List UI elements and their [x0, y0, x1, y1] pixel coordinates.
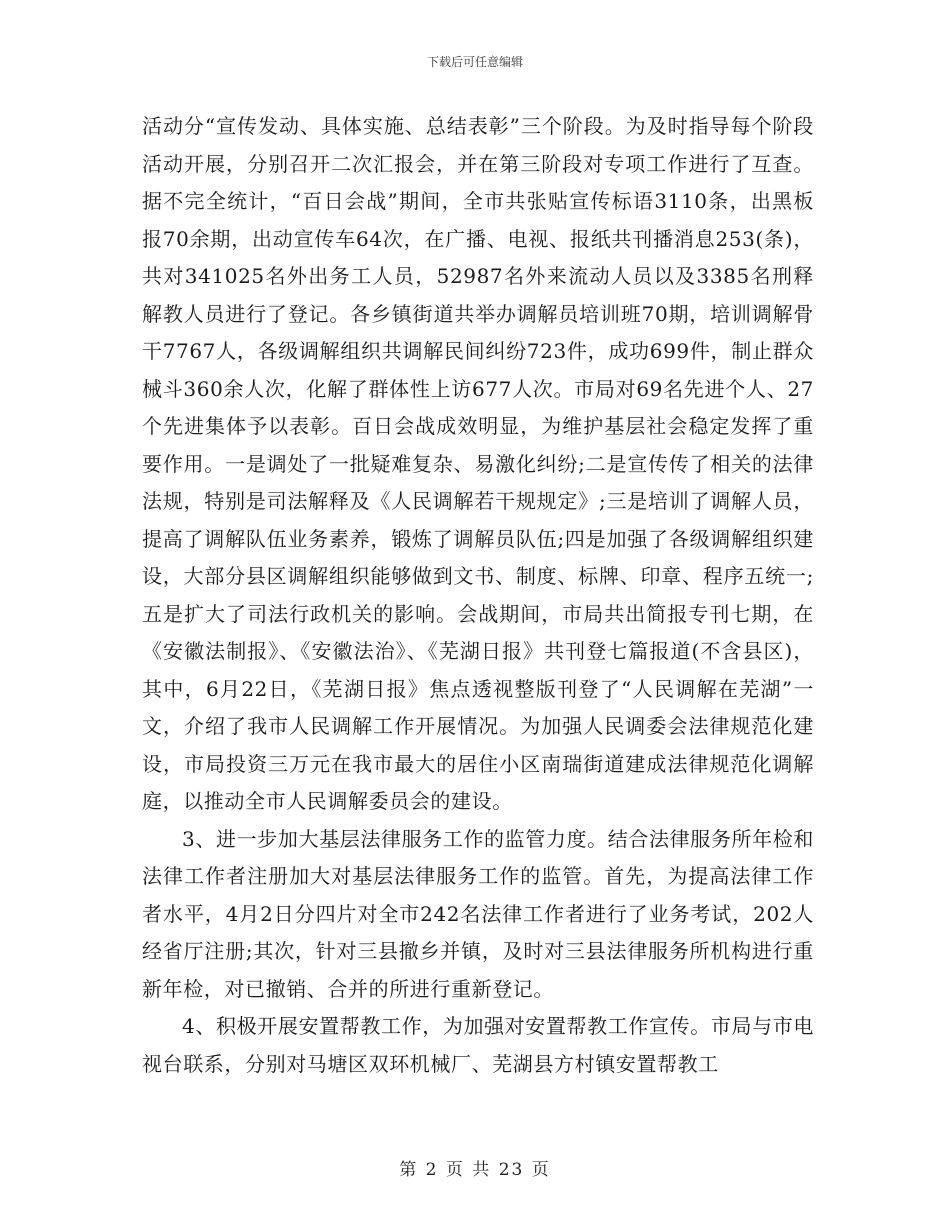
- document-body: [142, 108, 814, 1083]
- paragraph-people-mediation-campaign: 活动分“宣传发动、具体实施、总结表彰”三个阶段。为及时指导每个阶段活动开展，分别召开二次汇报会，并在第三阶段对专项工作进行了互查。据不完全统计，“百日会战”期间，全市共张贴宣传标语3110条，出黑板报70余期，出动宣传车64次，在广播、电视、报纸共刊播消息253(条)，共对341025名外出务工人员，52987名外来流动人员以及3385名刑释解教人员进行了登记。各乡镇街道共举办调解员培训班70期，培训调解骨干7767人，各级调解组织共调解民间纠纷723件，成功699件，制止群众械斗360余人次，化解了群体性上访677人次。市局对69名先进个人、27个先进集体予以表彰。百日会战成效明显，为维护基层社会稳定发挥了重要作用。一是调处了一批疑难复杂、易激化纠纷;二是宣传传了相关的法律法规，特别是司法解释及《人民调解若干规规定》;三是培训了调解人员，提高了调解队伍业务素养，锻炼了调解员队伍;四是加强了各级调解组织建设，大部分县区调解组织能够做到文书、制度、标牌、印章、程序五统一;五是扩大了司法行政机关的影响。会战期间，市局共出简报专刊七期，在《安徽法制报》、《安徽法治》、《芜湖日报》共刊登七篇报道(不含县区)，其中，6月22日，《芜湖日报》焦点透视整版刊登了“人民调解在芜湖”一文，介绍了我市人民调解工作开展情况。为加强人民调委会法律规范化建设，市局投资三万元在我市最大的居住小区南瑞街道建成法律规范化调解庭，以推动全市人民调解委员会的建设。: [142, 114, 814, 813]
- page-number: 第 2 页 共 23 页: [399, 1160, 551, 1180]
- page-header-note: 下载后可任意编辑: [426, 55, 523, 69]
- paragraph-resettlement-assistance: 4、积极开展安置帮教工作，为加强对安置帮教工作宣传。市局与市电视台联系，分别对马塘区双环机械厂、芜湖县方村镇安置帮教工: [142, 1014, 814, 1076]
- paragraph-legal-service-supervision: 3、进一步加大基层法律服务工作的监管力度。结合法律服务所年检和法律工作者注册加大对基层法律服务工作的监管。首先，为提高法律工作者水平，4月2日分四片对全市242名法律工作者进行了业务考试，202人经省厅注册;其次，针对三县撤乡并镇，及时对三县法律服务所机构进行重新年检，对已撤销、合并的所进行重新登记。: [142, 826, 814, 1001]
